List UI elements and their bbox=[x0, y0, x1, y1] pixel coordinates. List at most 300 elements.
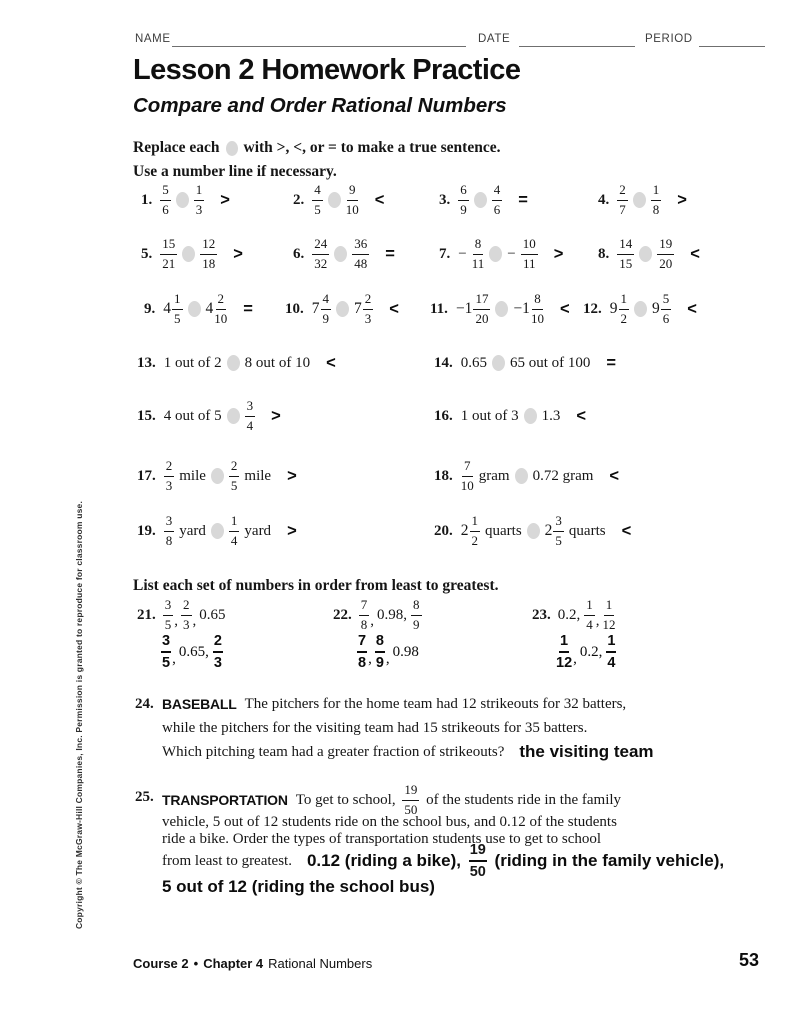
fraction bbox=[461, 458, 474, 494]
denominator: 12 bbox=[556, 655, 573, 671]
fraction bbox=[213, 633, 223, 671]
denominator: 8 bbox=[652, 202, 660, 217]
numerator: 7 bbox=[462, 458, 473, 477]
fraction bbox=[531, 291, 544, 327]
fraction bbox=[470, 513, 481, 549]
comparison-problem bbox=[141, 180, 230, 220]
numerator: 9 bbox=[347, 182, 358, 201]
mixed-number bbox=[456, 291, 491, 327]
problem-number: 21. bbox=[137, 606, 156, 623]
whole-number: 7 bbox=[311, 300, 320, 317]
comparison-problem bbox=[137, 514, 297, 548]
comparison-problem bbox=[598, 180, 687, 220]
answer-symbol: > bbox=[287, 521, 297, 540]
problem-number: 17. bbox=[137, 467, 156, 484]
problem-number: 8. bbox=[598, 245, 610, 262]
text: vehicle, 5 out of 12 students ride on the school bus, and 0.12 of the students bbox=[162, 813, 617, 830]
fraction bbox=[521, 236, 538, 272]
answer-circle bbox=[474, 192, 487, 208]
text: To get to school, bbox=[295, 791, 400, 808]
fraction bbox=[312, 182, 323, 218]
comparison-problem bbox=[137, 459, 297, 493]
instruction-line-2: Use a number line if necessary. bbox=[133, 163, 337, 180]
numerator: 2 bbox=[363, 291, 374, 310]
numerator: 1 bbox=[229, 513, 240, 532]
fraction bbox=[161, 633, 171, 671]
order-problem-row bbox=[0, 598, 800, 678]
problem-row-5-8 bbox=[0, 234, 800, 274]
problem-number: 14. bbox=[434, 354, 453, 371]
answer-circle bbox=[492, 355, 505, 371]
fraction bbox=[229, 458, 240, 494]
problem-row-17-18 bbox=[0, 459, 800, 493]
numerator: 5 bbox=[661, 291, 672, 310]
denominator: 15 bbox=[619, 256, 633, 271]
answer-symbol: < bbox=[621, 521, 632, 540]
problem-row-1-4 bbox=[0, 180, 800, 220]
answer-circle bbox=[211, 523, 224, 539]
problem-number: 16. bbox=[434, 407, 453, 424]
mixed-number bbox=[513, 291, 544, 327]
answer-symbol: = bbox=[385, 244, 395, 263]
whole-number: 9 bbox=[609, 300, 618, 317]
answer-circle bbox=[527, 523, 540, 539]
text: 65 out of 100 bbox=[510, 354, 591, 371]
numerator: 3 bbox=[553, 513, 564, 532]
denominator: 6 bbox=[662, 311, 670, 326]
whole-number: 4 bbox=[163, 300, 171, 317]
numerator: 8 bbox=[473, 236, 484, 255]
numerator: 7 bbox=[359, 597, 370, 616]
page-title: Lesson 2 Homework Practice bbox=[133, 54, 521, 86]
answer-symbol: < bbox=[687, 299, 697, 318]
numerator: 19 bbox=[469, 842, 487, 862]
instruction-text: Replace each bbox=[133, 139, 220, 156]
problem-row-9-12 bbox=[0, 289, 800, 329]
answer-circle bbox=[515, 468, 528, 484]
text: , bbox=[174, 613, 178, 629]
answer-symbol: > bbox=[233, 244, 243, 263]
problem-number: 24. bbox=[135, 696, 154, 712]
problem-tag: BASEBALL bbox=[162, 696, 237, 712]
denominator: 5 bbox=[162, 655, 171, 671]
period-label: PERIOD bbox=[645, 33, 693, 45]
answer-circle bbox=[524, 408, 537, 424]
comparison-problem bbox=[285, 289, 399, 329]
whole-number: −1 bbox=[455, 300, 473, 317]
numerator: 1 bbox=[651, 182, 662, 201]
fraction bbox=[172, 291, 183, 327]
text: 1 out of 2 bbox=[163, 354, 222, 371]
denominator: 9 bbox=[460, 202, 467, 217]
numerator: 1 bbox=[584, 597, 595, 616]
text: , bbox=[370, 613, 374, 629]
text: − bbox=[507, 245, 516, 262]
numerator: 4 bbox=[312, 182, 323, 201]
fraction bbox=[619, 291, 630, 327]
problem-tag: TRANSPORTATION bbox=[162, 792, 288, 808]
text: , bbox=[368, 651, 372, 667]
fraction bbox=[472, 236, 485, 272]
comparison-problem bbox=[144, 289, 253, 329]
comparison-problem bbox=[598, 234, 700, 274]
denominator: 9 bbox=[375, 655, 384, 671]
denominator: 8 bbox=[165, 533, 173, 548]
fraction bbox=[458, 182, 469, 218]
comparison-problem bbox=[293, 234, 395, 274]
fraction bbox=[473, 291, 490, 327]
numerator: 1 bbox=[604, 597, 615, 616]
text: , bbox=[595, 613, 600, 629]
text: , bbox=[172, 651, 176, 667]
text: The pitchers for the home team had 12 strikeouts for 32 batters, bbox=[244, 695, 627, 712]
text: , bbox=[573, 651, 577, 667]
answer-list bbox=[357, 634, 422, 670]
order-problem bbox=[333, 598, 422, 670]
answer-circle bbox=[639, 246, 652, 262]
text: 0.65, bbox=[178, 643, 209, 660]
fraction bbox=[651, 182, 662, 218]
denominator: 3 bbox=[165, 478, 173, 493]
comparison-problem bbox=[434, 459, 619, 493]
denominator: 7 bbox=[619, 202, 626, 217]
answer-circle bbox=[176, 192, 189, 208]
fraction bbox=[160, 236, 177, 272]
whole-number: 9 bbox=[652, 300, 660, 317]
denominator: 3 bbox=[183, 617, 190, 632]
answer-circle bbox=[336, 301, 349, 317]
text: of the students ride in the family bbox=[422, 791, 622, 808]
fraction bbox=[363, 291, 374, 327]
fraction bbox=[469, 842, 487, 880]
numerator: 3 bbox=[163, 597, 174, 616]
lesson-subtitle: Compare and Order Rational Numbers bbox=[133, 94, 507, 117]
answer-list bbox=[161, 634, 226, 670]
answer-symbol: = bbox=[606, 353, 617, 372]
text: gram bbox=[478, 467, 510, 484]
problem-number: 3. bbox=[439, 191, 451, 208]
fraction bbox=[617, 182, 628, 218]
fraction bbox=[352, 236, 369, 272]
order-section-heading: List each set of numbers in order from least to greatest. bbox=[133, 577, 499, 594]
numerator: 6 bbox=[458, 182, 469, 201]
numerator: 19 bbox=[402, 782, 419, 801]
denominator: 6 bbox=[162, 202, 169, 217]
fraction bbox=[492, 182, 503, 218]
fraction bbox=[321, 291, 332, 327]
comparison-problem bbox=[141, 234, 243, 274]
answer-text: the visiting team bbox=[519, 742, 654, 761]
date-blank-line bbox=[519, 46, 635, 47]
denominator: 8 bbox=[360, 617, 368, 632]
given-numbers bbox=[137, 598, 226, 632]
comparison-problem bbox=[137, 348, 336, 378]
whole-number: 7 bbox=[354, 300, 362, 317]
mixed-number bbox=[206, 291, 228, 327]
denominator: 48 bbox=[354, 256, 368, 271]
answer-list bbox=[556, 634, 616, 670]
comparison-problem bbox=[583, 289, 697, 329]
answer-text: 0.12 (riding a bike), bbox=[306, 851, 466, 870]
order-problem bbox=[532, 598, 616, 670]
whole-number: 4 bbox=[205, 300, 214, 317]
denominator: 4 bbox=[246, 418, 254, 433]
whole-number: 2 bbox=[460, 522, 469, 539]
answer-text: 5 out of 12 (riding the school bus) bbox=[162, 877, 435, 896]
numerator: 7 bbox=[357, 633, 367, 653]
numerator: 24 bbox=[312, 236, 329, 255]
numerator: 1 bbox=[619, 291, 630, 310]
denominator: 9 bbox=[322, 311, 329, 326]
text: mile bbox=[179, 467, 206, 484]
fraction bbox=[160, 182, 171, 218]
comparison-problem bbox=[430, 289, 570, 329]
answer-symbol: < bbox=[576, 406, 587, 425]
numerator: 3 bbox=[245, 398, 256, 417]
denominator: 5 bbox=[314, 202, 321, 217]
answer-circle bbox=[211, 468, 224, 484]
problem-number: 1. bbox=[141, 191, 153, 208]
text: , bbox=[385, 651, 390, 667]
denominator: 32 bbox=[314, 256, 328, 271]
numerator: 2 bbox=[181, 597, 192, 616]
numerator: 1 bbox=[194, 182, 205, 201]
fraction bbox=[617, 236, 634, 272]
answer-symbol: = bbox=[518, 190, 528, 209]
denominator: 9 bbox=[413, 617, 420, 632]
text: , bbox=[192, 613, 197, 629]
answer-symbol: < bbox=[559, 299, 570, 318]
text: 0.98 bbox=[392, 643, 419, 660]
text: 0.2, bbox=[557, 606, 581, 623]
text: 0.98, bbox=[377, 606, 407, 623]
footer-course: Course 2 bbox=[133, 956, 189, 971]
text: 0.2, bbox=[579, 643, 603, 660]
fraction bbox=[214, 291, 227, 327]
fraction bbox=[603, 597, 616, 633]
answer-circle bbox=[188, 301, 201, 317]
denominator: 11 bbox=[471, 256, 485, 271]
answer-symbol: < bbox=[690, 244, 700, 263]
fraction bbox=[553, 513, 564, 549]
denominator: 10 bbox=[214, 311, 228, 326]
numerator: 2 bbox=[216, 291, 227, 310]
footer bbox=[133, 956, 372, 971]
problem-number: 6. bbox=[293, 245, 305, 262]
answer-symbol: < bbox=[326, 353, 336, 372]
order-problem bbox=[137, 598, 226, 670]
denominator: 3 bbox=[195, 202, 203, 217]
answer-symbol: > bbox=[220, 190, 230, 209]
fraction bbox=[312, 236, 329, 272]
problem-number: 5. bbox=[141, 245, 153, 262]
answer-symbol: < bbox=[374, 190, 385, 209]
denominator: 21 bbox=[162, 256, 176, 271]
footer-subject: Rational Numbers bbox=[268, 956, 373, 971]
problem-number: 2. bbox=[293, 191, 305, 208]
name-label: NAME bbox=[135, 33, 171, 45]
fraction bbox=[411, 597, 422, 633]
problem-number: 15. bbox=[137, 407, 156, 424]
date-label: DATE bbox=[478, 33, 511, 45]
denominator: 50 bbox=[469, 864, 486, 880]
text: 1 out of 3 bbox=[460, 407, 519, 424]
answer-circle bbox=[182, 246, 195, 262]
comparison-problem bbox=[439, 180, 528, 220]
denominator: 4 bbox=[586, 617, 593, 632]
problem-row-15-16 bbox=[0, 399, 800, 433]
numerator: 1 bbox=[559, 633, 569, 653]
whole-number: 2 bbox=[544, 522, 553, 539]
mixed-number bbox=[354, 291, 373, 327]
comparison-problem bbox=[439, 234, 563, 274]
fraction bbox=[194, 182, 205, 218]
text: 8 out of 10 bbox=[244, 354, 311, 371]
mixed-number bbox=[163, 291, 182, 327]
numerator: 2 bbox=[213, 633, 223, 653]
numerator: 3 bbox=[161, 633, 171, 653]
problem-text-line bbox=[162, 716, 800, 740]
answer-symbol: > bbox=[287, 466, 297, 485]
fraction bbox=[229, 513, 240, 549]
text: 0.65 bbox=[460, 354, 487, 371]
answer-symbol: = bbox=[243, 299, 253, 318]
comparison-problem bbox=[434, 348, 616, 378]
denominator: 20 bbox=[659, 256, 673, 271]
answer-text: (riding in the family vehicle), bbox=[489, 851, 725, 870]
problem-number: 25. bbox=[135, 789, 154, 805]
denominator: 10 bbox=[460, 478, 474, 493]
numerator: 8 bbox=[532, 291, 543, 310]
answer-circle bbox=[334, 246, 347, 262]
answer-symbol: > bbox=[677, 190, 687, 209]
problem-row-19-20 bbox=[0, 514, 800, 548]
denominator: 18 bbox=[202, 256, 216, 271]
text: mile bbox=[244, 467, 272, 484]
answer-circle bbox=[227, 408, 240, 424]
comparison-problem bbox=[293, 180, 384, 220]
numerator: 5 bbox=[160, 182, 171, 201]
text: quarts bbox=[568, 522, 606, 539]
denominator: 2 bbox=[471, 533, 478, 548]
denominator: 4 bbox=[230, 533, 238, 548]
numerator: 1 bbox=[606, 633, 616, 653]
problem-text-line bbox=[162, 872, 435, 902]
text: yard bbox=[179, 522, 206, 539]
problem-row-13-14 bbox=[0, 348, 800, 378]
answer-circle bbox=[227, 355, 240, 371]
mixed-number bbox=[461, 513, 480, 549]
text: from least to greatest. bbox=[162, 852, 292, 869]
problem-text-line bbox=[162, 692, 800, 716]
problem-number: 20. bbox=[434, 522, 453, 539]
answer-circle bbox=[634, 301, 647, 317]
copyright-sidebar: Copyright © The McGraw-Hill Companies, Inc. Permission is granted to reproduce for classroom use. bbox=[74, 500, 84, 930]
answer-circle bbox=[328, 192, 341, 208]
fraction bbox=[661, 291, 672, 327]
fraction bbox=[657, 236, 674, 272]
mixed-number bbox=[652, 291, 671, 327]
answer-circle bbox=[489, 246, 502, 262]
text: ride a bike. Order the types of transportation students use to get to school bbox=[162, 830, 602, 847]
denominator: 5 bbox=[230, 478, 238, 493]
denominator: 3 bbox=[213, 655, 222, 671]
name-blank-line bbox=[172, 46, 466, 47]
comparison-problem bbox=[434, 514, 631, 548]
answer-symbol: < bbox=[609, 466, 620, 485]
footer-chapter: Chapter 4 bbox=[203, 956, 264, 971]
comparison-problem bbox=[137, 399, 281, 433]
denominator: 10 bbox=[345, 202, 359, 217]
problem-number: 4. bbox=[598, 191, 610, 208]
answer-circle bbox=[226, 141, 238, 156]
word-problem-24 bbox=[135, 692, 800, 764]
numerator: 8 bbox=[411, 597, 422, 616]
numerator: 19 bbox=[657, 236, 674, 255]
mixed-number bbox=[545, 513, 564, 549]
text: 1.3 bbox=[541, 407, 561, 424]
numerator: 1 bbox=[470, 513, 481, 532]
numerator: 8 bbox=[375, 633, 385, 653]
problem-number: 22. bbox=[333, 606, 352, 623]
problem-number: 7. bbox=[439, 245, 451, 262]
text: while the pitchers for the visiting team had 15 strikeouts for 35 batters. bbox=[162, 719, 588, 736]
text: − bbox=[458, 245, 467, 262]
denominator: 12 bbox=[602, 617, 616, 632]
denominator: 20 bbox=[475, 311, 489, 326]
page-number: 53 bbox=[739, 950, 760, 970]
problem-number: 9. bbox=[144, 300, 156, 317]
instruction-text: with >, <, or = to make a true sentence. bbox=[243, 139, 501, 156]
fraction bbox=[164, 458, 175, 494]
problem-number: 18. bbox=[434, 467, 453, 484]
fraction bbox=[346, 182, 359, 218]
answer-symbol: > bbox=[271, 406, 281, 425]
instructions bbox=[133, 136, 500, 184]
answer-symbol: < bbox=[389, 299, 399, 318]
fraction bbox=[163, 597, 174, 633]
problem-number: 11. bbox=[430, 300, 448, 317]
answer-symbol: > bbox=[553, 244, 564, 263]
numerator: 4 bbox=[321, 291, 332, 310]
text: 4 out of 5 bbox=[163, 407, 222, 424]
problem-number: 19. bbox=[137, 522, 156, 539]
text: quarts bbox=[485, 522, 522, 539]
denominator: 8 bbox=[358, 655, 367, 671]
numerator: 36 bbox=[352, 236, 369, 255]
denominator: 3 bbox=[364, 311, 372, 326]
fraction bbox=[556, 633, 572, 671]
numerator: 2 bbox=[617, 182, 628, 201]
denominator: 10 bbox=[530, 311, 544, 326]
numerator: 1 bbox=[172, 291, 183, 310]
given-numbers bbox=[532, 598, 616, 632]
footer-bullet: • bbox=[193, 956, 199, 971]
fraction bbox=[181, 597, 192, 633]
numerator: 10 bbox=[521, 236, 538, 255]
period-blank-line bbox=[699, 46, 765, 47]
denominator: 2 bbox=[620, 311, 627, 326]
word-problem-25 bbox=[135, 782, 800, 905]
text: 0.65 bbox=[199, 606, 226, 623]
numerator: 2 bbox=[164, 458, 175, 477]
fraction bbox=[245, 398, 256, 434]
numerator: 17 bbox=[473, 291, 490, 310]
fraction bbox=[606, 633, 616, 671]
denominator: 50 bbox=[404, 802, 418, 817]
text: Which pitching team had a greater fraction of strikeouts? bbox=[162, 743, 505, 760]
mixed-number bbox=[610, 291, 629, 327]
